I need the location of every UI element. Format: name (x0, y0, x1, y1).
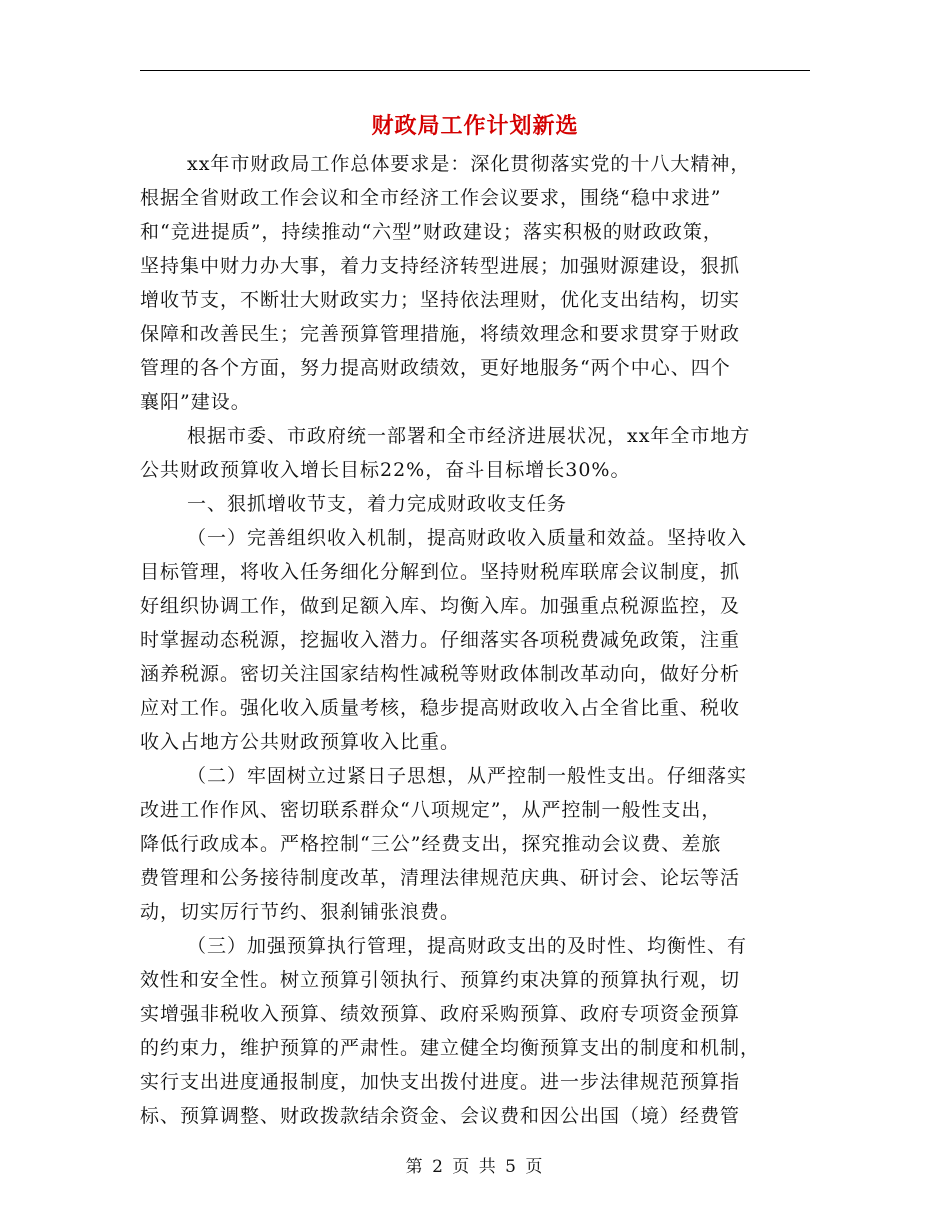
body-line: 降低行政成本。严格控制“三公”经费支出，探究推动会议费、差旅 (140, 833, 722, 855)
body-line: 根据市委、市政府统一部署和全市经济进展状况，xx年全市地方 (187, 425, 751, 447)
document-body (140, 147, 800, 1133)
body-line: 应对工作。强化收入质量考核，稳步提高财政收入占全省比重、税收 (140, 697, 741, 719)
body-line: （二）牢固树立过紧日子思想，从严控制一般性支出。仔细落实 (187, 765, 748, 787)
body-line: 保障和改善民生；完善预算管理措施，将绩效理念和要求贯穿于财政 (140, 323, 741, 345)
body-line: 根据全省财政工作会议和全市经济工作会议要求，围绕“稳中求进” (140, 187, 722, 209)
body-line: 坚持集中财力办大事，着力支持经济转型进展；加强财源建设，狠抓 (140, 255, 741, 277)
body-line: 涵养税源。密切关注国家结构性减税等财政体制改革动向，做好分析 (140, 663, 741, 685)
body-line: 和“竞进提质”，持续推动“六型”财政建设；落实积极的财政政策， (140, 221, 723, 243)
body-line: 增收节支，不断壮大财政实力；坚持依法理财，优化支出结构，切实 (140, 289, 741, 311)
body-line: 实增强非税收入预算、绩效预算、政府采购预算、政府专项资金预算 (140, 1003, 741, 1025)
section-heading: 一、狠抓增收节支，着力完成财政收支任务 (187, 493, 568, 515)
body-line: 实行支出进度通报制度，加快支出拨付进度。进一步法律规范预算指 (140, 1071, 741, 1093)
body-line: 襄阳”建设。 (140, 391, 251, 413)
body-line: 标、预算调整、财政拨款结余资金、会议费和因公出国（境）经费管 (140, 1105, 741, 1127)
body-line: 管理的各个方面，努力提高财政绩效，更好地服务“两个中心、四个 (140, 357, 731, 379)
body-line: 公共财政预算收入增长目标22%，奋斗目标增长30%。 (140, 459, 631, 481)
body-line: （三）加强预算执行管理，提高财政支出的及时性、均衡性、有 (187, 935, 748, 957)
body-line: （一）完善组织收入机制，提高财政收入质量和效益。坚持收入 (187, 527, 748, 549)
document-title: 财政局工作计划新选 (371, 113, 579, 139)
body-line: 目标管理，将收入任务细化分解到位。坚持财税库联席会议制度，抓 (140, 561, 741, 583)
body-line: 费管理和公务接待制度改革，清理法律规范庆典、研讨会、论坛等活 (140, 867, 741, 889)
body-line: 时掌握动态税源，挖掘收入潜力。仔细落实各项税费减免政策，注重 (140, 629, 741, 651)
body-line: 动，切实厉行节约、狠刹铺张浪费。 (140, 901, 461, 923)
body-line: 收入占地方公共财政预算收入比重。 (140, 731, 461, 753)
body-line: 的约束力，维护预算的严肃性。建立健全均衡预算支出的制度和机制， (140, 1037, 761, 1059)
header-rule (140, 70, 810, 71)
body-line: 改进工作作风、密切联系群众“八项规定”，从严控制一般性支出， (140, 799, 722, 821)
body-line: 效性和安全性。树立预算引领执行、预算约束决算的预算执行观，切 (140, 969, 741, 991)
page-number: 第 2 页 共 5 页 (405, 1157, 545, 1177)
body-line: 好组织协调工作，做到足额入库、均衡入库。加强重点税源监控，及 (140, 595, 741, 617)
body-line: xx年市财政局工作总体要求是：深化贯彻落实党的十八大精神， (187, 153, 751, 175)
